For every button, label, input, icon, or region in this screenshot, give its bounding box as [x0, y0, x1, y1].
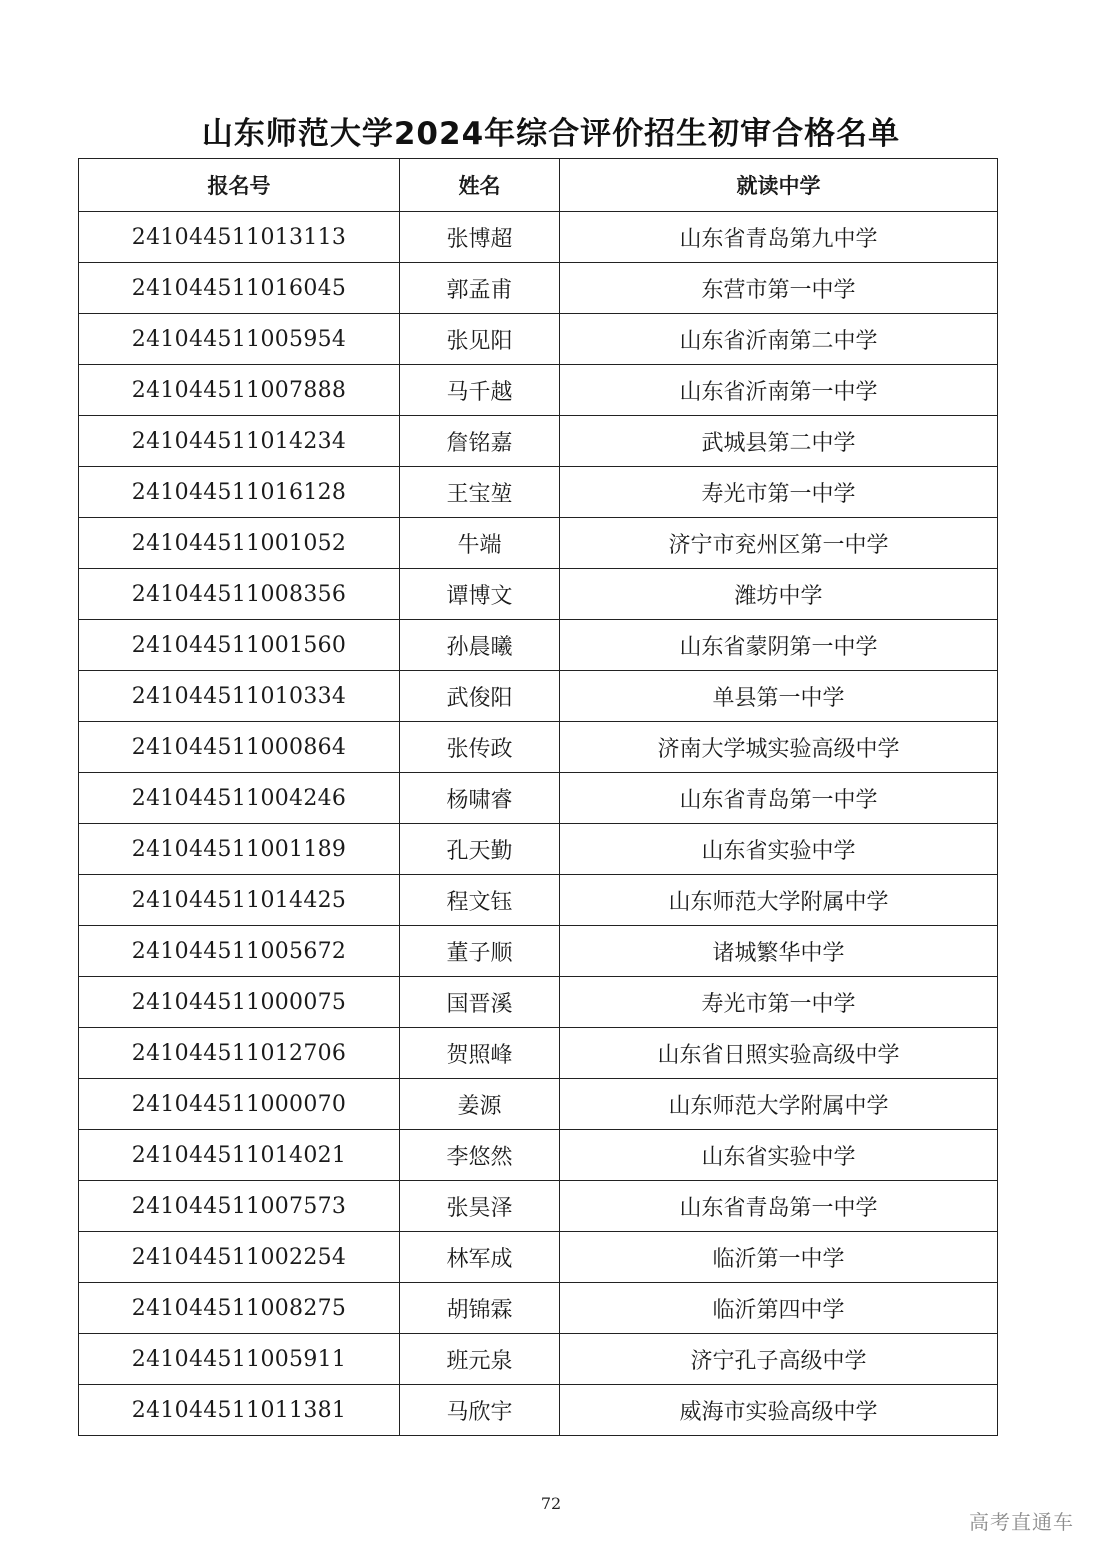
- registration-id-cell: 241044511000070: [79, 1079, 400, 1130]
- table-row: [79, 722, 998, 773]
- table-row: [79, 416, 998, 467]
- school-cell: 威海市实验高级中学: [560, 1385, 998, 1436]
- table-row: [79, 671, 998, 722]
- school-cell: 山东省蒙阴第一中学: [560, 620, 998, 671]
- registration-id-cell: 241044511011381: [79, 1385, 400, 1436]
- table-row: [79, 977, 998, 1028]
- table-row: [79, 212, 998, 263]
- student-name-cell: 张博超: [400, 212, 560, 263]
- table-row: [79, 1130, 998, 1181]
- school-cell: 临沂第四中学: [560, 1283, 998, 1334]
- table-row: [79, 620, 998, 671]
- student-name-cell: 牛端: [400, 518, 560, 569]
- student-name-cell: 林军成: [400, 1232, 560, 1283]
- school-cell: 山东省沂南第二中学: [560, 314, 998, 365]
- student-name-cell: 谭博文: [400, 569, 560, 620]
- school-cell: 潍坊中学: [560, 569, 998, 620]
- registration-id-cell: 241044511008356: [79, 569, 400, 620]
- school-cell: 山东省沂南第一中学: [560, 365, 998, 416]
- school-cell: 山东省青岛第一中学: [560, 1181, 998, 1232]
- school-cell: 济宁市兖州区第一中学: [560, 518, 998, 569]
- student-name-cell: 李悠然: [400, 1130, 560, 1181]
- student-name-cell: 董子顺: [400, 926, 560, 977]
- column-header-school: 就读中学: [560, 159, 998, 212]
- registration-id-cell: 241044511016128: [79, 467, 400, 518]
- table-row: [79, 926, 998, 977]
- registration-id-cell: 241044511010334: [79, 671, 400, 722]
- student-name-cell: 王宝堃: [400, 467, 560, 518]
- admission-list-table: [78, 158, 998, 1436]
- registration-id-cell: 241044511008275: [79, 1283, 400, 1334]
- table-row: [79, 1181, 998, 1232]
- student-name-cell: 马千越: [400, 365, 560, 416]
- registration-id-cell: 241044511001052: [79, 518, 400, 569]
- table-row: [79, 1028, 998, 1079]
- table-row: [79, 365, 998, 416]
- column-header-name: 姓名: [400, 159, 560, 212]
- school-cell: 济南大学城实验高级中学: [560, 722, 998, 773]
- school-cell: 山东省实验中学: [560, 1130, 998, 1181]
- table-row: [79, 773, 998, 824]
- table-row: [79, 1079, 998, 1130]
- school-cell: 寿光市第一中学: [560, 977, 998, 1028]
- student-name-cell: 张昊泽: [400, 1181, 560, 1232]
- student-name-cell: 胡锦霖: [400, 1283, 560, 1334]
- registration-id-cell: 241044511002254: [79, 1232, 400, 1283]
- table-body: [79, 212, 998, 1436]
- table-row: [79, 1385, 998, 1436]
- registration-id-cell: 241044511004246: [79, 773, 400, 824]
- school-cell: 单县第一中学: [560, 671, 998, 722]
- document-title: 山东师范大学2024年综合评价招生初审合格名单: [201, 116, 901, 152]
- student-name-cell: 郭孟甫: [400, 263, 560, 314]
- student-name-cell: 国晋溪: [400, 977, 560, 1028]
- student-name-cell: 班元泉: [400, 1334, 560, 1385]
- table-row: [79, 263, 998, 314]
- school-cell: 济宁孔子高级中学: [560, 1334, 998, 1385]
- registration-id-cell: 241044511014425: [79, 875, 400, 926]
- school-cell: 寿光市第一中学: [560, 467, 998, 518]
- student-name-cell: 张见阳: [400, 314, 560, 365]
- column-header-registration-id: 报名号: [79, 159, 400, 212]
- student-name-cell: 杨啸睿: [400, 773, 560, 824]
- school-cell: 山东省青岛第一中学: [560, 773, 998, 824]
- school-cell: 山东师范大学附属中学: [560, 1079, 998, 1130]
- table-row: [79, 467, 998, 518]
- school-cell: 山东师范大学附属中学: [560, 875, 998, 926]
- registration-id-cell: 241044511001560: [79, 620, 400, 671]
- student-name-cell: 贺照峰: [400, 1028, 560, 1079]
- registration-id-cell: 241044511012706: [79, 1028, 400, 1079]
- school-cell: 诸城繁华中学: [560, 926, 998, 977]
- school-cell: 山东省日照实验高级中学: [560, 1028, 998, 1079]
- school-cell: 武城县第二中学: [560, 416, 998, 467]
- school-cell: 山东省青岛第九中学: [560, 212, 998, 263]
- registration-id-cell: 241044511014234: [79, 416, 400, 467]
- student-name-cell: 孔天勤: [400, 824, 560, 875]
- table-row: [79, 1232, 998, 1283]
- table-row: [79, 314, 998, 365]
- registration-id-cell: 241044511005954: [79, 314, 400, 365]
- table-row: [79, 518, 998, 569]
- registration-id-cell: 241044511007573: [79, 1181, 400, 1232]
- registration-id-cell: 241044511000075: [79, 977, 400, 1028]
- student-name-cell: 詹铭嘉: [400, 416, 560, 467]
- school-cell: 东营市第一中学: [560, 263, 998, 314]
- registration-id-cell: 241044511005911: [79, 1334, 400, 1385]
- student-name-cell: 姜源: [400, 1079, 560, 1130]
- student-name-cell: 孙晨曦: [400, 620, 560, 671]
- student-name-cell: 武俊阳: [400, 671, 560, 722]
- table-row: [79, 824, 998, 875]
- registration-id-cell: 241044511013113: [79, 212, 400, 263]
- registration-id-cell: 241044511014021: [79, 1130, 400, 1181]
- table-row: [79, 1283, 998, 1334]
- school-cell: 山东省实验中学: [560, 824, 998, 875]
- registration-id-cell: 241044511001189: [79, 824, 400, 875]
- watermark-text: 高考直通车: [969, 1510, 1074, 1534]
- table-header-row: [79, 159, 998, 212]
- registration-id-cell: 241044511016045: [79, 263, 400, 314]
- registration-id-cell: 241044511005672: [79, 926, 400, 977]
- table-row: [79, 569, 998, 620]
- table-row: [79, 1334, 998, 1385]
- school-cell: 临沂第一中学: [560, 1232, 998, 1283]
- student-name-cell: 程文钰: [400, 875, 560, 926]
- student-name-cell: 马欣宇: [400, 1385, 560, 1436]
- registration-id-cell: 241044511007888: [79, 365, 400, 416]
- student-name-cell: 张传政: [400, 722, 560, 773]
- page-number: 72: [540, 1494, 562, 1513]
- table-row: [79, 875, 998, 926]
- registration-id-cell: 241044511000864: [79, 722, 400, 773]
